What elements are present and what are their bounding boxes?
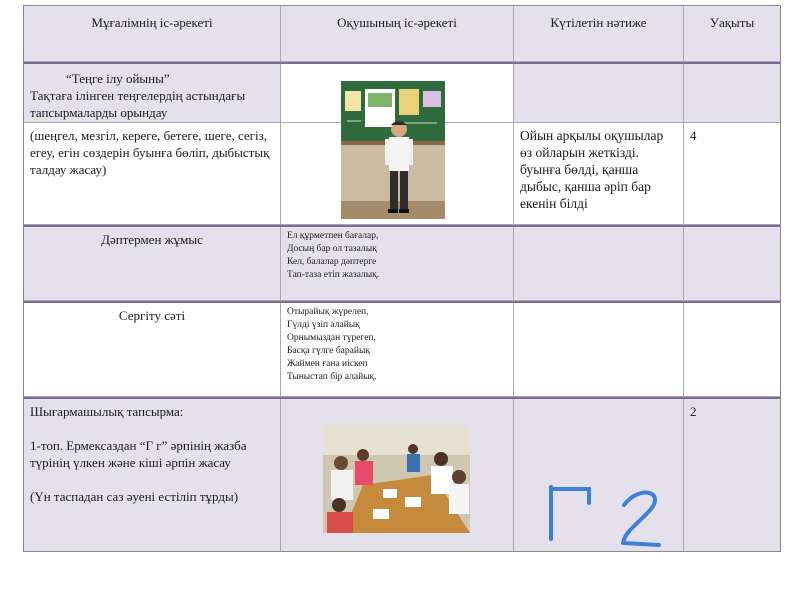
game-cell bbox=[24, 64, 281, 123]
poem-line: Ел құрметпен бағалар, bbox=[287, 231, 379, 241]
creative-task: 1-топ. Ермексаздан “Г г” әрпінің жазба түрінің үлкен және кіші әрпін жасау bbox=[30, 438, 247, 470]
notebook-title: Дәптермен жұмыс bbox=[24, 227, 281, 301]
exercise-result-cell bbox=[514, 303, 684, 397]
analysis-cell: (шеңгел, мезгіл, кереге, бетеге, шеге, сегіз, егеу, егін сөздерін буынға бөліп, дыбыстық талдау жасау) bbox=[24, 123, 281, 225]
poem-line: Кел, балалар дәптерге bbox=[287, 257, 377, 267]
notebook-poem bbox=[281, 227, 514, 301]
poem-line: Гүлді үзіп алайық bbox=[287, 320, 360, 330]
game-title: “Теңге ілу ойыны” bbox=[66, 71, 170, 86]
creative-result-cell bbox=[514, 399, 684, 551]
photo-boy-at-chalkboard bbox=[341, 81, 445, 219]
creative-time: 2 bbox=[684, 399, 780, 551]
clay-letters-drawing bbox=[529, 439, 679, 551]
header-teacher: Мұғалімнің іс-әрекеті bbox=[24, 6, 281, 62]
header-time: Уақыты bbox=[684, 6, 780, 62]
analysis-result: Ойын арқылы оқушылар өз ойларын жеткізді. буынға бөлді, қанша дыбыс, қанша әріп бар екенін білді bbox=[514, 123, 684, 225]
poem-line: Досың бар ол тазалық bbox=[287, 244, 377, 254]
notebook-result-cell bbox=[514, 227, 684, 301]
creative-cell bbox=[24, 399, 281, 551]
game-result-cell bbox=[514, 64, 684, 123]
exercise-poem bbox=[281, 303, 514, 397]
exercise-title: Сергіту сәті bbox=[24, 303, 281, 397]
poem-line: Отырайық жүрелеп, bbox=[287, 307, 369, 317]
poem-line: Басқа гүлге барайық bbox=[287, 346, 370, 356]
game-task: Тақтаға ілінген теңгелердің астындағы тапсырмаларды орындау bbox=[30, 88, 246, 120]
creative-note: (Үн таспадан саз әуені естіліп тұрды) bbox=[30, 489, 239, 504]
photo-children-at-desks bbox=[323, 425, 470, 533]
notebook-time-cell bbox=[684, 227, 780, 301]
poem-line: Орнымыздан түрегеп, bbox=[287, 333, 376, 343]
exercise-time-cell bbox=[684, 303, 780, 397]
header-student: Оқушының іс-әрекеті bbox=[281, 6, 514, 62]
analysis-time: 4 bbox=[684, 123, 780, 225]
game-time-cell bbox=[684, 64, 780, 123]
header-result: Күтілетін нәтиже bbox=[514, 6, 684, 62]
creative-title: Шығармашылық тапсырма: bbox=[30, 404, 184, 419]
poem-line: Тап-таза етіп жазалық. bbox=[287, 270, 380, 280]
poem-line: Жаймен ғана иіскеп bbox=[287, 359, 368, 369]
poem-line: Тыныстап бір алайық. bbox=[287, 372, 377, 382]
